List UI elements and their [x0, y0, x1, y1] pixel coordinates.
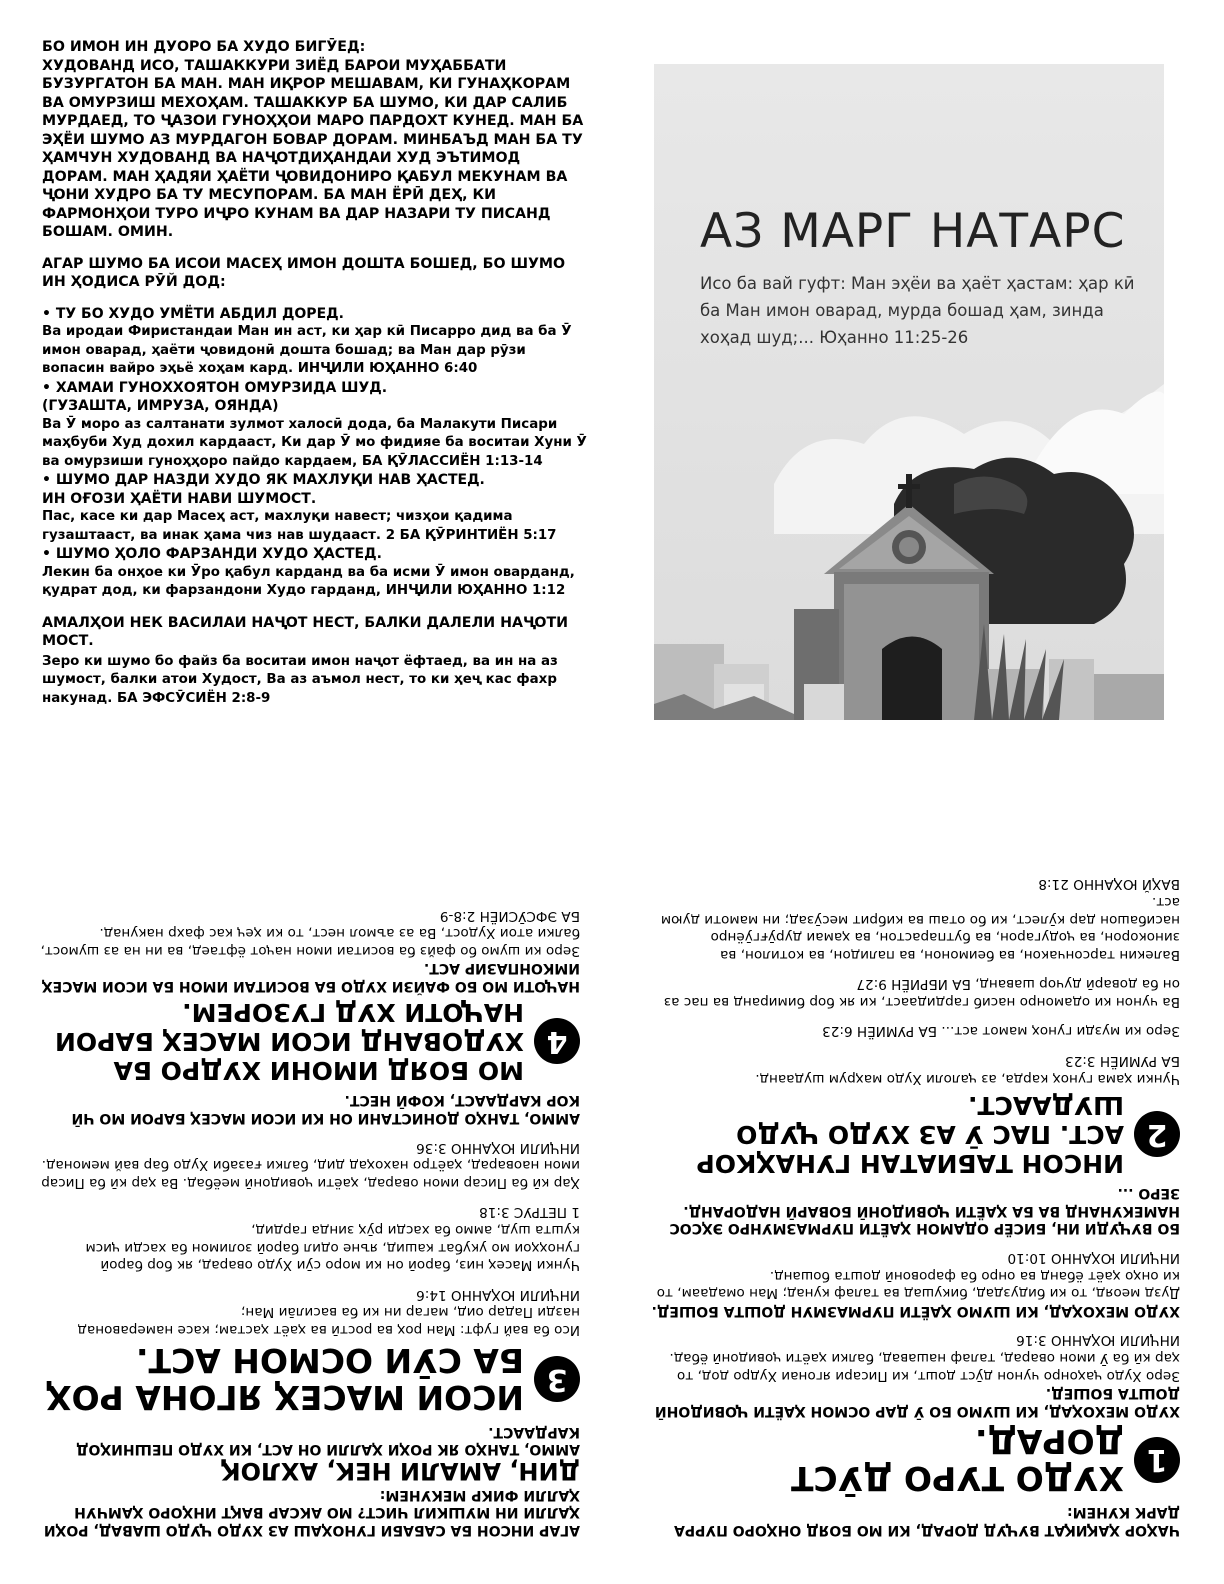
br-intro: ЧАҲОР ҲАҚИҚАТ ВУҶУД ДОРАД, КИ МО БОЯД ОНҲОРО ПУРРА ДАРК КУНЕМ:: [674, 1504, 1180, 1538]
benefit-1-text: Ва иродаи Фиристандаи Ман ин аст, ки ҳар кӣ Писарро дид ва ба Ӯ имон оварад, ҳаёти ҷовидонӣ дошта бошад; ва Ман дар рӯзи вопасин вайро эҳьё хоҳам кард. ИНҶИЛИ ЮҲАННО 6:40: [42, 324, 572, 376]
s1-p2-ref: ИНҶИЛИ ЮҲАННО 3:16: [1016, 1332, 1180, 1349]
section-1-title: ХУДО ТУРО ДӮСТ ДОРАД.: [790, 1421, 1124, 1498]
benefit-2-sub: (ГУЗАШТА, ИМРУЗА, ОЯНДА): [42, 398, 279, 414]
sections-1-2-panel: [648, 838, 1180, 1538]
cover-panel: [654, 64, 1164, 720]
benefit-3-text: Пас, касе ки дар Масеҳ аст, махлуқи навест; чизҳои қадима гузаштааст, ва инак ҳама чиз нав шудааст. 2 БА ҚӮРИНТИЁН 5:17: [42, 509, 557, 543]
section-4-title: МО БОЯД ИМОНИ ХУДРО БА ХУДОВАНД ИСОИ МАСЕҲ БАРОИ НАҶОТИ ХУД ГУЗОРЕМ.: [54, 997, 524, 1085]
s3-p3: Ҳар кӣ ба Писар имон оварад, ҳаёти ҷовидонӣ меёбад. Ва ҳар кӣ ба Писар имон наоварад, ҳаётро нахоҳад дид, балки ғазаби Худо бар вай мемонад.: [41, 1157, 580, 1191]
benefit-3-head: • ШУМО ДАР НАЗДИ ХУДО ЯК МАХЛУҚИ НАВ ҲАСТЕД.: [42, 472, 485, 488]
if-heading: АГАР ШУМО БА ИСОИ МАСЕҲ ИМОН ДОШТА БОШЕД, БО ШУМО ИН ҲОДИСА РӮЙ ДОД:: [42, 255, 566, 290]
section-3-title: ИСОИ МАСЕҲ ЯГОНА РОҲ БА СӮИ ОСМОН АСТ.: [46, 1341, 524, 1418]
s1-p2: Зеро Худо ҷаҳонро чунон дӯст дошт, ки Писари ягонаи Худро дод, то ҳар кӣ ба Ӯ имон оварад, талаф нашавад, балки ҳаёти ҷовидонӣ ёбад.: [669, 1350, 1180, 1384]
section-3-header: [40, 1342, 580, 1416]
prayer-body: ХУДОВАНД ИСО, ТАШАККУРИ ЗИЁД БАРОИ МУҲАББАТИ БУЗУРГАТОН БА МАН. МАН ИҚРОР МЕШАВАМ, КИ ГУНАҲКОРАМ ВА ОМУРЗИШ МЕХОҲАМ. ТАШАККУР БА ШУМО, КИ ДАР САЛИБ МУРДАЕД, ТО ҶАЗОИ ГУНОҲҲОИ МАРО ПАРДОХТ КУНЕД. МАН БА ЭҲЁИ ШУМО АЗ МУРДАГОН БОВАР ДОРАМ. МИНБАЪД МАН БА ТУ ҲАМЧУН ХУДОВАНД ВА НАҶОТДИҲАНДАИ ХУД ЭЪТИМОД ДОРАМ. МАН ҲАДЯИ ҲАЁТИ ҶОВИДОНИРО ҚАБУЛ МЕКУНАМ ВА ҶОНИ ХУДРО БА ТУ МЕСУПОРАМ. БА МАН ЁРӢ ДЕҲ, КИ ФАРМОНҲОИ ТУРО ИҶРО КУНАМ ВА ДАР НАЗАРИ ТУ ПИСАНД БОШАМ. ОМИН.: [42, 57, 584, 240]
s1-p5: БО ВУҶУДИ ИН, БИСЁР ОДАМОН ҲАЁТИ ПУРМАЗМУНРО ЭҲСОС НАМЕКУНАНД ВА БА ҲАЁТИ ҶОВИДОНӢ БОВАРӢ НАДОРАНД. ЗЕРО ...: [669, 1185, 1180, 1237]
s3-p1: Исо ба вай гуфт: Ман роҳ ва ростӣ ва ҳаёт ҳастам; касе намеравонад назди Падар оид, магар ин ки ба васила̄и Ман;: [77, 1304, 580, 1339]
s3-p3-ref: ИНҶИЛИ ЮҲАННО 3:36: [416, 1139, 580, 1156]
benefit-4-head: • ШУМО ҲОЛО ФАРЗАНДИ ХУДО ҲАСТЕД.: [42, 546, 382, 562]
benefits-list: [42, 305, 587, 601]
s3-p2: Чунки Масеҳ низ, бароӣ он ки моро сӯи Худо оварад, як бор бароӣ гуноҳҳои мо укубат кашид, яъне одил бароӣ золимон ба хасди ҷисм кушта шуд, аммо ба хасди рӯҳ зинда гардид,: [85, 1222, 580, 1274]
section-2-number-badge: 2: [1134, 1111, 1180, 1157]
benefit-2-head: • ХАМАИ ГУНОХХОЯТОН ОМУРЗИДА ШУД.: [42, 379, 388, 396]
prayer-panel: [42, 38, 587, 708]
section-4-number-badge: 4: [534, 1018, 580, 1064]
benefit-3-sub: ИН ОҒОЗИ ҲАЁТИ НАВИ ШУМОСТ.: [42, 490, 317, 507]
section-1-header: [648, 1423, 1180, 1497]
s2-p2: Зеро ки музди гуноҳ мамот аст... БА РУМИЁН 6:23: [822, 1023, 1180, 1040]
s1-p1: ХУДО МЕХОҲАД, КИ ШУМО БО Ӯ ДАР ОСМОН ҲАЁТИ ҶОВИДОНӢ ДОШТА БОШЕД.: [654, 1385, 1180, 1419]
bl-options: ДИН, АМАЛИ НЕК, АХЛОҚ: [221, 1457, 580, 1486]
section-1-number-badge: 1: [1134, 1437, 1180, 1483]
benefit-4-text: Лекин ба онҳое ки Ӯро қабул карданд ва ба исми Ӯ имон оварданд, қудрат дод, ки фарзандони Худо гарданд, ИНҶИЛИ ЮҲАННО 1:12: [42, 564, 575, 598]
s2-p4-ref: ВАҲЙ ЮҲАННО 21:8: [1038, 876, 1180, 893]
sections-3-4-panel: [40, 838, 580, 1538]
works-heading: АМАЛҲОИ НЕК ВАСИЛАИ НАҶОТ НЕСТ, БАЛКИ ДАЛЕЛИ НАҶОТИ МОСТ.: [42, 614, 569, 649]
cover-title: АЗ МАРГ НАТАРС: [700, 204, 1126, 259]
s3-p2-ref: 1 ПЕТРУС 3:18: [479, 1204, 580, 1221]
s1-p4: Дузд меояд, то ки бидуздад, бикушад ва талаф кунад; Ман омадаам, то ки онҳо ҳаёт ёбанд ва онро ба фаровонӣ дошта бошанд.: [656, 1267, 1180, 1302]
s4-p2: Зеро ки шумо бо файз ба воситаи имон наҷот ёфтаед, ва ин на аз шумост, балки атои Худост, Ва аз аъмол нест, то ки ҳеҷ кас фахр накунад.: [40, 925, 580, 959]
s4-p2-ref: БА ЭФСӮСИЁН 2:8-9: [439, 907, 580, 924]
cover-verse: Исо ба вай гуфт: Ман эҳёи ва ҳаёт ҳастам: ҳар кӣ ба Ман имон оварад, мурда бошад ҳам, зинда хоҳад шуд;... Юҳанно 11:25-26: [700, 274, 1135, 347]
s2-p1: Чунки ҳама гуноҳ карда, аз ҷалоли Худо маҳрум шудаанд.: [755, 1070, 1180, 1087]
section-2-title: ИНСОН ТАБИАТАН ГУНАҲКОР АСТ. ПАС Ӯ АЗ ХУДО ҶУДО ШУДААСТ.: [696, 1090, 1124, 1178]
benefit-2-text: Ва Ӯ моро аз салтанати зулмот халосӣ дода, ба Малакути Писари маҳбуби Худ дохил кардааст, Ки дар Ӯ мо фидияе ба воситаи Хуни Ӯ ва омурзиши гуноҳҳоро пайдо кардаем, БА ҚӮЛАССИЁН 1:13-14: [42, 416, 587, 469]
section-3-number-badge: 3: [534, 1356, 580, 1402]
bl-options-tail: АММО, ТАНҲО ЯК РОҲИ ҲАЛЛИ ОН АСТ, КИ ХУДО ПЕШНИҲОД КАРДААСТ.: [76, 1423, 580, 1458]
s2-p3: Ва чунон ки одамонро насиб гардидааст, ки як бор бимиранд ва пас аз он ба доварӣ дучор шаванд, БА ИБРИЁН 9:27: [663, 976, 1180, 1010]
s1-p4-ref: ИНҶИЛИ ЮҲАННО 10:10: [1007, 1250, 1180, 1267]
s2-p4: Валекин тарсончакон, ва беимонон, ва палидон, ва котилон, ва зинокорон, ва ҷодугарон, ва бутпарастон, ва ҳамаи дурӯғгӯёнро насибашон дар кӯлест, ки бо оташ ва кибрит месӯзад; ин мамоти дуюм аст.: [660, 893, 1180, 963]
s3-p1-ref: ИНҶИЛИ ЮҲАННО 14:6: [416, 1286, 580, 1303]
old-chapel-cemetery-photo: [654, 64, 1164, 720]
s3-p4: АММО, ТАНҲО ДОНИСТАНИ ОН КИ ИСОИ МАСЕҲ БАРОИ МО ЧӢ КОР КАРДААСТ, КОФӢ НЕСТ.: [71, 1092, 580, 1127]
s4-p1: НАҶОТИ МО БО ФАЙЗИ ХУДО БА ВОСИТАИ ИМОН БА ИСОИ МАСЕҲ ИМКОНПАЗИР АСТ.: [41, 960, 580, 994]
section-4-header: [40, 998, 580, 1085]
prayer-heading: БО ИМОН ИН ДУОРО БА ХУДО БИГӮЕД: ХУДОВАНД ИСО, ТАШАККУРИ ЗИЁД БАРОИ МУҲАББАТИ БУЗУРГАТОН БА МАН. МАН ИҚРОР МЕШАВАМ, КИ ГУНАҲКОРАМ ВА ОМУРЗИШ МЕХОҲАМ. ТАШАККУР БА ШУМО, КИ ДАР САЛИБ МУРДАЕД, ТО ҶАЗОИ ГУНОҲҲОИ МАРО ПАРДОХТ КУНЕД. МАН БА ЭҲЁИ ШУМО АЗ МУРДАГОН БОВАР ДОРАМ. МИНБАЪД МАН БА ТУ ҲАМЧУН ХУДОВАНД ВА НАҶОТДИҲАНДАИ ХУД ЭЪТИМОД ДОРАМ. МАН ҲАДЯИ ҲАЁТИ ҶОВИДОНИРО ҚАБУЛ МЕКУНАМ ВА ҶОНИ ХУДРО БА ТУ МЕСУПОРАМ. БА МАН ЁРӢ ДЕҲ, КИ ФАРМОНҲОИ ТУРО ИҶРО КУНАМ ВА ДАР НАЗАРИ ТУ ПИСАНД БОШАМ. ОМИН.: [42, 39, 584, 240]
s2-p1-ref: БА РУМИЁН 3:23: [1065, 1053, 1180, 1070]
bl-intro: АГАР ИНСОН БА САБАБИ ГУНОҲАШ АЗ ХУДО ҶУДО ШАВАД, РОҲИ ҲАЛЛИ ИН МУШКИЛ ЧИСТ? МО АКСАР ВАҚТ ИНҲОРО ҲАМЧУН ҲАЛЛИ ФИКР МЕКУНЕМ:: [43, 1486, 580, 1538]
s1-p3: ХУДО МЕХОҲАД, КИ ШУМО ҲАЁТИ ПУРМАЗМУН ДОШТА БОШЕД.: [651, 1302, 1180, 1319]
works-text: Зеро ки шумо бо файз ба воситаи имон наҷот ёфтаед, ва ин на аз шумост, балки атои Худост, Ва аз аъмол нест, то ки ҳеҷ кас фахр накунад. БА ЭФСӮСИЁН 2:8-9: [42, 653, 558, 706]
section-2-header: [648, 1091, 1180, 1178]
benefit-1-head: • ТУ БО ХУДО УМЁТИ АБДИЛ ДОРЕД.: [42, 305, 344, 322]
